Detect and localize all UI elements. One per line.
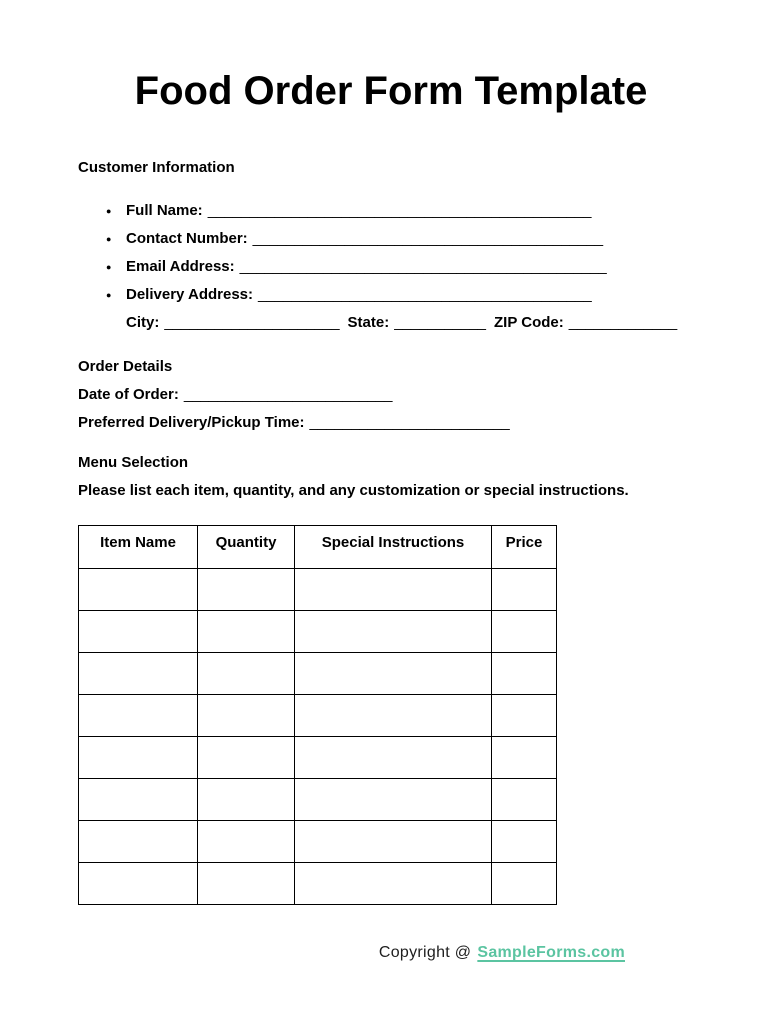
full-name-label: Full Name: xyxy=(126,202,203,219)
delivery-address-blank: ________________________________________ xyxy=(258,286,592,303)
footer xyxy=(78,941,704,965)
table-cell xyxy=(198,779,295,821)
table-row xyxy=(79,569,557,611)
city-state-zip-line xyxy=(78,309,704,337)
column-header-price: Price xyxy=(492,526,557,569)
date-of-order-line xyxy=(78,381,704,409)
table-cell xyxy=(492,737,557,779)
table-cell xyxy=(198,863,295,905)
menu-selection-section xyxy=(78,449,704,505)
table-row xyxy=(79,863,557,905)
table-cell xyxy=(198,821,295,863)
menu-table-body xyxy=(79,569,557,905)
table-cell xyxy=(79,653,198,695)
contact-number-label: Contact Number: xyxy=(126,230,248,247)
column-header-item-name: Item Name xyxy=(79,526,198,569)
date-of-order-blank: _________________________ xyxy=(183,386,393,403)
order-details-section xyxy=(78,353,704,437)
pickup-time-line xyxy=(78,409,704,437)
menu-instruction: Please list each item, quantity, and any customization or special instructions. xyxy=(78,482,629,499)
table-cell xyxy=(295,695,492,737)
table-cell xyxy=(79,863,198,905)
email-address-blank: ____________________________________________ xyxy=(239,258,607,275)
customer-fields-list xyxy=(78,197,704,337)
table-cell xyxy=(492,821,557,863)
date-of-order-label: Date of Order: xyxy=(78,386,179,403)
table-cell xyxy=(198,695,295,737)
document-title: Food Order Form Template xyxy=(134,69,648,113)
table-cell xyxy=(295,569,492,611)
table-cell xyxy=(79,779,198,821)
pickup-time-blank: ________________________ xyxy=(309,414,510,431)
table-row xyxy=(79,779,557,821)
zip-code-label: ZIP Code: xyxy=(494,314,564,331)
table-row xyxy=(79,611,557,653)
contact-number-field xyxy=(78,225,704,253)
full-name-blank: ______________________________________________ xyxy=(207,202,592,219)
menu-table-header xyxy=(79,526,557,569)
copyright-text: Copyright @ xyxy=(378,944,472,961)
table-cell xyxy=(492,695,557,737)
table-cell xyxy=(295,779,492,821)
table-cell xyxy=(295,611,492,653)
city-blank: _____________________ xyxy=(164,314,340,331)
order-details-heading: Order Details xyxy=(78,358,173,375)
table-cell xyxy=(198,569,295,611)
table-cell xyxy=(295,863,492,905)
email-address-field xyxy=(78,253,704,281)
table-cell xyxy=(79,695,198,737)
table-cell xyxy=(492,779,557,821)
table-cell xyxy=(79,569,198,611)
table-cell xyxy=(492,653,557,695)
table-cell xyxy=(492,569,557,611)
table-cell xyxy=(492,611,557,653)
table-cell xyxy=(198,611,295,653)
header-row xyxy=(79,526,557,569)
table-cell xyxy=(198,653,295,695)
table-cell xyxy=(295,653,492,695)
table-row xyxy=(79,695,557,737)
customer-information-heading: Customer Information xyxy=(78,159,235,176)
table-cell xyxy=(79,737,198,779)
state-blank: ___________ xyxy=(394,314,486,331)
sampleforms-link[interactable]: SampleForms.com xyxy=(477,944,625,961)
table-cell xyxy=(295,821,492,863)
column-header-quantity: Quantity xyxy=(198,526,295,569)
menu-table xyxy=(78,525,557,905)
delivery-address-label: Delivery Address: xyxy=(126,286,254,303)
table-row xyxy=(79,821,557,863)
table-cell xyxy=(492,863,557,905)
table-cell xyxy=(295,737,492,779)
menu-selection-heading: Menu Selection xyxy=(78,454,189,471)
table-row xyxy=(79,653,557,695)
state-label: State: xyxy=(347,314,390,331)
full-name-field xyxy=(78,197,704,225)
zip-code-blank: _____________ xyxy=(568,314,678,331)
contact-number-blank: __________________________________________ xyxy=(252,230,604,247)
table-cell xyxy=(79,821,198,863)
column-header-special-instructions: Special Instructions xyxy=(295,526,492,569)
table-row xyxy=(79,737,557,779)
table-cell xyxy=(79,611,198,653)
email-address-label: Email Address: xyxy=(126,258,235,275)
delivery-address-field xyxy=(78,281,704,309)
city-label: City: xyxy=(126,314,160,331)
pickup-time-label: Preferred Delivery/Pickup Time: xyxy=(78,414,305,431)
table-cell xyxy=(198,737,295,779)
